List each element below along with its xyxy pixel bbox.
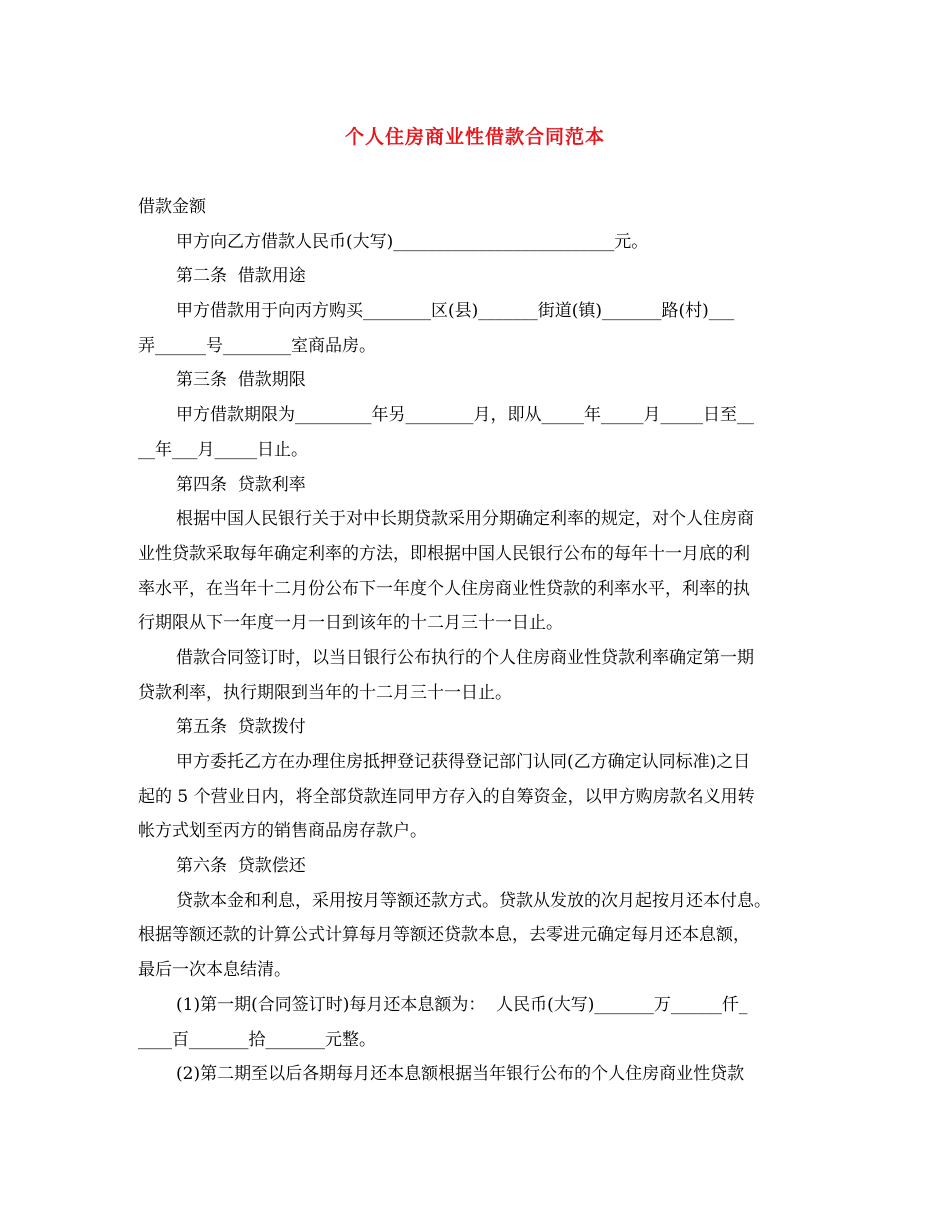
text-line: 帐方式划至丙方的销售商品房存款户。	[138, 821, 427, 842]
text-line: 甲方向乙方借款人民币(大写)__________________________元。	[176, 231, 649, 252]
document-body	[138, 190, 818, 1092]
text-line: 率水平，在当年十二月份公布下一年度个人住房商业性贷款的利率水平，利率的执	[138, 578, 750, 599]
text-line: 根据中国人民银行关于对中长期贷款采用分期确定利率的规定，对个人住房商	[176, 509, 754, 530]
text-line: 第三条 借款期限	[176, 370, 306, 391]
text-line: __年___月_____日止。	[138, 439, 308, 460]
text-line: 贷款利率，执行期限到当年的十二月三十一日止。	[138, 682, 512, 703]
text-line: 第四条 贷款利率	[176, 474, 306, 495]
text-line: 弄______号________室商品房。	[138, 335, 376, 356]
text-line: 第六条 贷款偿还	[176, 856, 306, 877]
text-line: 根据等额还款的计算公式计算每月等额还贷款本息，去零进元确定每月还本息额，	[138, 925, 750, 946]
text-line: 业性贷款采取每年确定利率的方法，即根据中国人民银行公布的每年十一月底的利	[138, 543, 750, 564]
text-line: 起的 5 个营业日内，将全部贷款连同甲方存入的自筹资金，以甲方购房款名义用转	[138, 786, 755, 807]
text-line: 行期限从下一年度一月一日到该年的十二月三十一日止。	[138, 613, 563, 634]
document-title: 个人住房商业性借款合同范本	[344, 126, 605, 148]
text-line: 甲方借款用于向丙方购买________区(县)_______街道(镇)_______路(村)___	[176, 301, 735, 322]
text-line: 甲方委托乙方在办理住房抵押登记获得登记部门认同(乙方确定认同标准)之日	[176, 752, 751, 772]
text-line: 第五条 贷款拨付	[176, 717, 306, 738]
text-line: ____百_______拾_______元整。	[138, 1029, 376, 1050]
text-line: (2)第二期至以后各期每月还本息额根据当年银行公布的个人住房商业性贷款	[176, 1064, 745, 1085]
text-line: 第二条 借款用途	[176, 266, 306, 287]
text-line: 贷款本金和利息，采用按月等额还款方式。贷款从发放的次月起按月还本付息。	[176, 890, 771, 911]
text-line: 借款金额	[138, 197, 206, 217]
text-line: 甲方借款期限为_________年另________月，即从_____年_____月_____日至__	[176, 405, 754, 426]
text-line: 最后一次本息结清。	[138, 960, 291, 981]
text-line: (1)第一期(合同签订时)每月还本息额为： 人民币(大写)_______万______仟_	[176, 994, 748, 1015]
text-line: 借款合同签订时，以当日银行公布执行的个人住房商业性贷款利率确定第一期	[176, 647, 754, 668]
